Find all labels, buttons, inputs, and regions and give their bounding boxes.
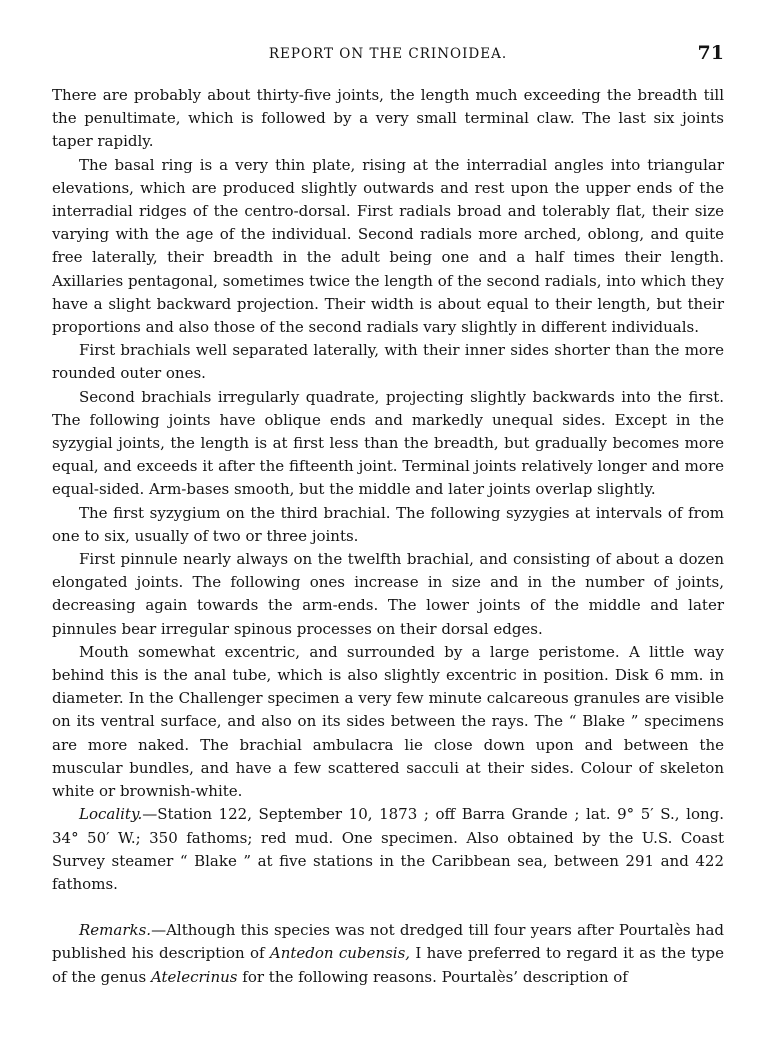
paragraph-mouth-disk: Mouth somewhat excentric, and surrounded by a large peristome. A little way behind this is the anal tube, which is also slightly excentric in position. Disk 6 mm. in diameter. In the Challenger specimen a very few minute calcareous granules are visible on its ventral surface, and also on its sides between the rays. The “ Blake ” specimens are more naked. The brachial ambulacra lie close down upon and between the muscular bundles, and have a few scattered sacculi at their sides. Colour of skeleton white or brownish-white. [52, 642, 724, 801]
paragraph-pinnules: First pinnule nearly always on the twelfth brachial, and consisting of about a dozen elongated joints. The following ones increase in size and in the number of joints, decreasing again towards the arm-ends. The lower joints of the middle and later pinnules bear irregular spinous processes on their dorsal edges. [52, 550, 724, 638]
remarks-text-2: I have preferred to regard it as the type of the genus [52, 944, 724, 986]
page-number: 71 [697, 42, 724, 64]
paragraph-arm-joints: There are probably about thirty-five joints, the length much exceeding the breadth till the penultimate, which is followed by a very small terminal claw. The last six joints taper rapidly. [52, 86, 724, 151]
paragraph-locality [52, 803, 724, 896]
paragraph-first-brachials: First brachials well separated laterally, with their inner sides shorter than the more rounded outer ones. [52, 341, 724, 383]
remarks-species-name: Antedon cubensis, [269, 944, 411, 963]
paragraph-remarks [52, 919, 724, 989]
remarks-genus-name: Atelecrinus [150, 967, 238, 986]
remarks-label: Remarks. [79, 921, 152, 940]
remarks-text-1: —Although this species was not dredged till four years after Pourtalès had published his description of [52, 921, 724, 963]
page-header [52, 42, 724, 72]
locality-label: Locality. [79, 805, 143, 824]
running-title: REPORT ON THE CRINOIDEA. [268, 46, 508, 62]
paragraph-second-brachials: Second brachials irregularly quadrate, projecting slightly backwards into the first. The following joints have oblique ends and markedly unequal sides. Except in the syzygial joints, the length is at first less than the breadth, but gradually becomes more equal, and exceeds it after the fifteenth joint. Terminal joints relatively longer and more equal-sided. Arm-bases smooth, but the middle and later joints overlap slightly. [52, 387, 724, 499]
remarks-text-3: for the following reasons. Pourtalès’ description of [237, 967, 628, 986]
paragraph-syzygies: The first syzygium on the third brachial. The following syzygies at intervals of from one to six, usually of two or three joints. [52, 503, 724, 545]
body-text [52, 84, 724, 989]
locality-text: —Station 122, September 10, 1873 ; off Barra Grande ; lat. 9° 5′ S., long. 34° 50′ W.; 350 fathoms; red mud. One specimen. Also obtained by the U.S. Coast Survey steamer “ Blake ” at five stations in the Caribbean sea, between 291 and 422 fathoms. [52, 805, 724, 893]
paragraph-basal-ring: The basal ring is a very thin plate, rising at the interradial angles into triangular elevations, which are produced slightly outwards and rest upon the upper ends of the interradial ridges of the centro-dorsal. First radials broad and tolerably flat, their size varying with the age of the individual. Second radials more arched, oblong, and quite free laterally, their breadth in the adult being one and a half times their length. Axillaries pentagonal, sometimes twice the length of the second radials, into which they have a slight backward projection. Their width is about equal to their length, but their proportions and also those of the second radials vary slightly in different individuals. [52, 155, 724, 337]
